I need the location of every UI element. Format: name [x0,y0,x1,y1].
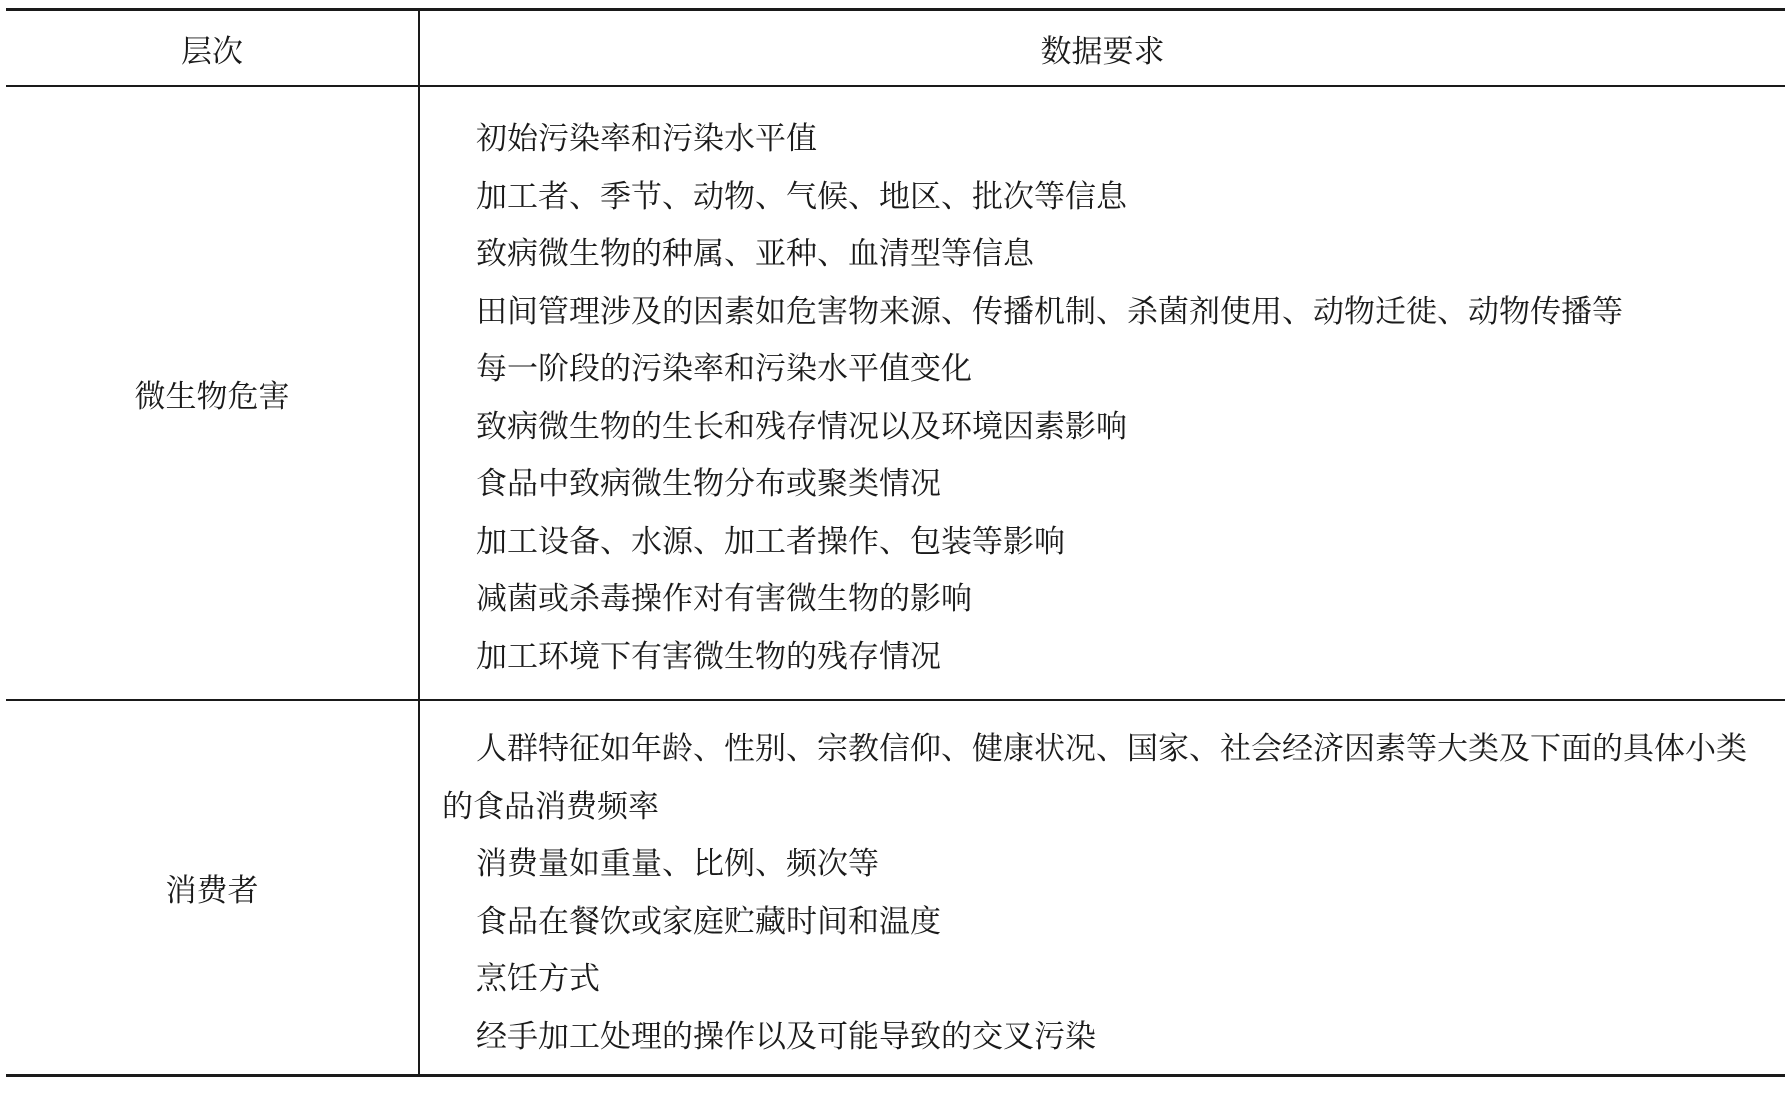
requirement-item: 减菌或杀毒操作对有害微生物的影响 [476,581,972,617]
header-level: 层次 [181,33,243,70]
row-requirements-microbial-hazard [442,111,1777,686]
requirement-item: 初始污染率和污染水平值 [476,121,817,157]
requirement-item: 人群特征如年龄、性别、宗教信仰、健康状况、国家、社会经济因素等大类及下面的具体小类的食品消费频率 [442,731,1747,825]
requirement-item: 烹饪方式 [476,961,600,997]
row-level-microbial-hazard: 微生物危害 [134,378,290,415]
table-column-divider [418,11,420,1074]
requirement-item: 食品在餐饮或家庭贮藏时间和温度 [476,903,941,940]
header-requirements: 数据要求 [1040,33,1165,70]
requirement-item: 致病微生物的生长和残存情况以及环境因素影响 [476,408,1127,445]
requirement-item: 田间管理涉及的因素如危害物来源、传播机制、杀菌剂使用、动物迁徙、动物传播等 [476,293,1623,330]
row-requirements-consumer [442,721,1777,1066]
requirement-item: 每一阶段的污染率和污染水平值变化 [476,351,972,387]
row-level-consumer: 消费者 [165,873,259,909]
requirement-item: 加工环境下有害微生物的残存情况 [476,638,941,675]
requirement-item: 致病微生物的种属、亚种、血清型等信息 [476,236,1034,272]
requirement-item: 食品中致病微生物分布或聚类情况 [476,466,941,502]
requirement-item: 消费量如重量、比例、频次等 [476,846,879,882]
requirement-item: 加工者、季节、动物、气候、地区、批次等信息 [476,178,1127,215]
data-requirements-table [6,8,1785,1080]
requirement-item: 经手加工处理的操作以及可能导致的交叉污染 [476,1018,1096,1055]
requirement-item: 加工设备、水源、加工者操作、包装等影响 [476,523,1065,560]
table-bottom-rule [6,1074,1785,1077]
